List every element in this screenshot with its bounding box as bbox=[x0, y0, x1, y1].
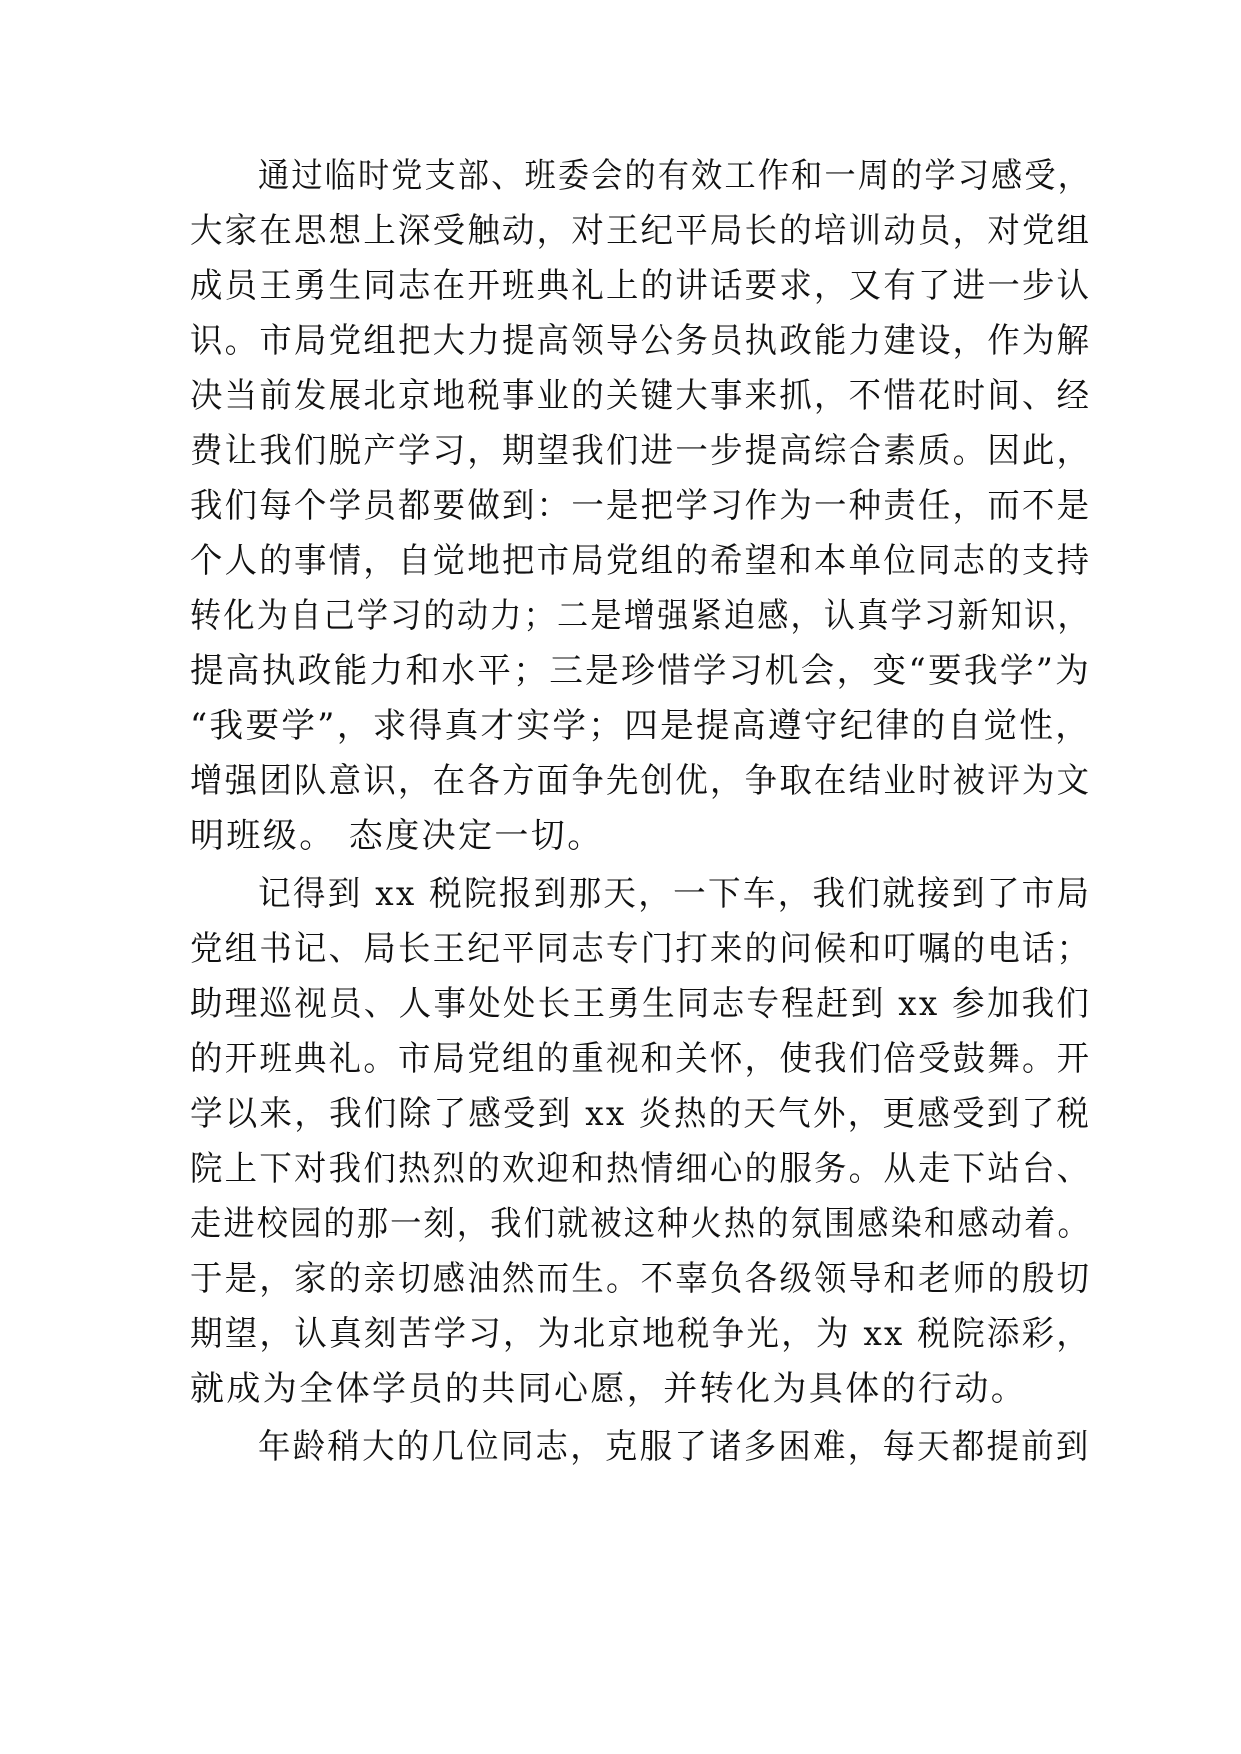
paragraph-2-line-10: 就成为全体学员的共同心愿，并转化为具体的行动。 bbox=[190, 1369, 1028, 1409]
paragraph-1-line-12: 增强团队意识，在各方面争先创优，争取在结业时被评为文 bbox=[190, 761, 1092, 801]
paragraph-2-line-4: 的开班典礼。市局党组的重视和关怀，使我们倍受鼓舞。开 bbox=[190, 1039, 1092, 1079]
paragraph-1-line-4: 识。市局党组把大力提高领导公务员执政能力建设，作为解 bbox=[190, 321, 1092, 361]
paragraph-1-line-5: 决当前发展北京地税事业的关键大事来抓，不惜花时间、经 bbox=[190, 376, 1092, 416]
paragraph-1-line-7: 我们每个学员都要做到：一是把学习作为一种责任，而不是 bbox=[190, 486, 1092, 526]
paragraph-1-line-6: 费让我们脱产学习，期望我们进一步提高综合素质。因此， bbox=[190, 431, 1092, 471]
paragraph-2-line-3: 助理巡视员、人事处处长王勇生同志专程赶到 xx 参加我们 bbox=[190, 984, 1092, 1024]
paragraph-1-line-13: 明班级。 态度决定一切。 bbox=[190, 816, 604, 856]
paragraph-1-line-1: 通过临时党支部、班委会的有效工作和一周的学习感受， bbox=[258, 156, 1092, 196]
paragraph-3-line-1: 年龄稍大的几位同志，克服了诸多困难，每天都提前到 bbox=[258, 1427, 1091, 1467]
paragraph-2-line-9: 期望，认真刻苦学习，为北京地税争光，为 xx 税院添彩， bbox=[190, 1314, 1092, 1354]
paragraph-2-line-8: 于是，家的亲切感油然而生。不辜负各级领导和老师的殷切 bbox=[190, 1259, 1092, 1299]
paragraph-1-line-9: 转化为自己学习的动力；二是增强紧迫感，认真学习新知识， bbox=[190, 596, 1091, 636]
paragraph-2-line-2: 党组书记、局长王纪平同志专门打来的问候和叮嘱的电话； bbox=[190, 929, 1092, 969]
paragraph-1-line-2: 大家在思想上深受触动，对王纪平局长的培训动员，对党组 bbox=[190, 211, 1092, 251]
paragraph-1-line-11: “我要学”，求得真才实学；四是提高遵守纪律的自觉性， bbox=[190, 706, 1092, 746]
paragraph-2-line-7: 走进校园的那一刻，我们就被这种火热的氛围感染和感动着。 bbox=[190, 1204, 1091, 1244]
paragraph-1-line-3: 成员王勇生同志在开班典礼上的讲话要求，又有了进一步认 bbox=[190, 266, 1092, 306]
paragraph-2-line-1: 记得到 xx 税院报到那天，一下车，我们就接到了市局 bbox=[258, 874, 1092, 914]
paragraph-1-line-10: 提高执政能力和水平；三是珍惜学习机会，变“要我学”为 bbox=[190, 651, 1092, 691]
paragraph-2-line-5: 学以来，我们除了感受到 xx 炎热的天气外，更感受到了税 bbox=[190, 1094, 1092, 1134]
paragraph-1-line-8: 个人的事情，自觉地把市局党组的希望和本单位同志的支持 bbox=[190, 541, 1092, 581]
paragraph-2-line-6: 院上下对我们热烈的欢迎和热情细心的服务。从走下站台、 bbox=[190, 1149, 1092, 1189]
